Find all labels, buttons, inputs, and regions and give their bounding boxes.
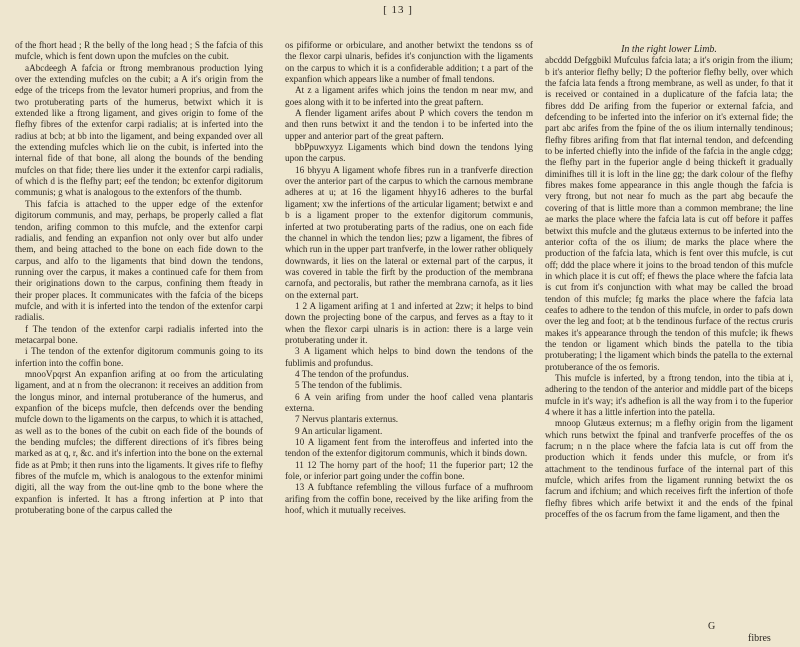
paragraph: This mufcle is inferted, by a ftrong tendon, into the tibia at i, adhering to the tendon of the anterior and middle part of the biceps mufcle in it's way; it's adhefion is all the way from i to the fuperior 4 where it has a little infertion into the patella. [545,372,793,417]
paragraph: 11 12 The horny part of the hoof; 11 the fuperior part; 12 the fole, or inferior part going under the coffin bone. [285,459,533,482]
paragraph: 9 An articular ligament. [295,425,383,436]
paragraph: 3 A ligament which helps to bind down the tendons of the fublimis and profundus. [285,346,533,368]
paragraph: 1 2 A ligament arifing at 1 and inferted at 2zw; it helps to bind down the projecting bone of the carpus, and ferves as a ftay to it when the flexor carpi ulnaris is in action: there is a large vein protuberating under it. [285,300,533,345]
paragraph: of the fhort head ; R the belly of the long head ; S the fafcia of this mufcle, which is fent down upon the mufcles on the cubit. [15,40,263,62]
paragraph: aAbcdeegh A fafcia or ftrong membranous production lying over the extending mufcles on the cubit; a A it's origin from the edge of the triceps from the levator humeri proprius, and from the two protuberating parts of the humerus, betwixt which it is extended like a ftrong ligament, and gives origin to fome of the flefhy fibres of the extenfor carpi radialis; at is inferted into the radius at bcb; at bb into the ligament, and being expanded over all the extending mufcles which lie on the cubit, is inferted into the internal fide of that bone, all along the bounds of the bending mufcles on that fide; there lies under it the extenfor carpi radialis, of which d is the flefhy part; eef the tendon; bc extenfor digitorum communis; g what is analogous to the extenfors of the thumb. [15,62,263,198]
signature-mark: G [708,621,716,632]
paragraph: mnooVpqrst An expanfion arifing at oo from the articulating ligament, and at n from the olecranon: it receives an addition from the longus minor, and internal protuberance of the humerus, and expanfion of the biceps mufcle, then defcends over the bending mufcle down to the ligaments on the carpus, to which it is attached, as well as to the bones of the cubit on each fide of the bounds of the bending mufcles; the different directions of it's fibres being marked as at q, r, &c. and it's infertion into the bone on the external fide as at Pmb; it then runs into the ligaments. It gives rife to flefhy fibres of the mufcle m, which is analogous to the extenfor minimi digiti, all the way from the out-line qmb to the bone where the expanfion is inferted. It has a ftrong infertion at P into that protuberating bone of the carpus called the [15,368,263,516]
paragraph: abcddd Defggbikl Mufculus fafcia lata; a it's origin from the ilium; b it's anterior flefhy belly; D the pofterior flefhy belly, over which the fafcia lata fends a ftrong membrane, as well as under, fo that it is received or contained in a duplicature of the fafcia lata; the fibres ddd De arifing from the fuperior or external fafcia, and defcending to be inferted into the inferior on it's external fide; the part abc arifes from the fpine of the os ilium internally tendinous; flefhy fibres arifing from that flat internal tendon, and defcending to be inferted chiefly into the infide of the fafcia in the angle cdgg; the flefhy part in the fuperior angle d being thickeft it gradually diminifhes till it is loft in the line gg; the dark colour of the flefhy fibres makes fome appearance in this angle though the fafcia is very ftrong, but not near fo much as the part abg becaufe the covering of that is little more than a common membrane; the line ae marks the place where the fafcia lata is cut off before it paffes betwixt this mufcle and the glutæus externus to be inferted into the anterior cofta of the os ilium; de marks the place where the production of the fafcia lata, which is fent over this mufcle, is cut off; ddd the place where it joins to the broad tendon of this mufcle in which place it is cut off; ef fhews the place where the fafcia lata is cut from it's conjunction with what may be called the broad tendon of this mufcle; fg marks the place where the fafcia lata ceafes to adhere to the tendon of this mufcle, in order to pafs down over the leg and foot; at b the tendinous furface of the rectus cruris makes it's appearance through the tendon of this mufcle; ik fhews the tendon or ligament which binds the patella to the tibia protuberating; l the ligament which binds the patella to the external protuberance of the os femoris. [545,55,793,372]
paragraph: 13 A fubftance refembling the villous furface of a mufhroom arifing from the coffin bone, received by the like arifing from the hoof, which it mutually receives. [285,482,533,516]
paragraph: 6 A vein arifing from under the hoof called vena plantaris externa. [285,391,533,413]
text-column-left [15,40,263,516]
paragraph: bbPpuwxyyz Ligaments which bind down the tendons lying upon the carpus. [285,142,533,164]
text-column-right [545,44,793,520]
paragraph: os pififorme or orbiculare, and another betwixt the tendons ss of the flexor carpi ulnaris, befides it's conjunction with the ligaments on the carpus to which it is a confiderable addition; t a part of the expanfion which appears like a number of fmall tendons. [285,40,533,85]
page-number: [ 13 ] [383,4,413,16]
paragraph: This fafcia is attached to the upper edge of the extenfor digitorum communis, and may, perhaps, be properly called a flat tendon, arifing common to this mufcle, and the extenfor carpi radialis, and fending an expanfion not only over but alfo under them, and being attached to the bone on each fide down to the carpus, and alfo to the ligaments that bind down the tendons, running over the carpus, it makes a continued cafe for them from their originations down to the carpus, confining them fteady in their proper places. It communicates with the fafcia of the biceps mufcle, and with it is inferted into the tendon of the extenfor carpi radialis. [15,198,263,323]
paragraph: A flender ligament arifes about P which covers the tendon m and then runs betwixt it and the tendon i to be inferted into the upper and anterior part of the great paftern. [285,108,533,141]
paragraph: f The tendon of the extenfor carpi radialis inferted into the metacarpal bone. [15,323,263,345]
paragraph: 7 Nervus plantaris externus. [295,414,399,425]
page-header [0,1,800,21]
text-column-middle [285,40,533,516]
paragraph: 4 The tendon of the profundus. [295,368,409,379]
paragraph: At z a ligament arifes which joins the tendon m near mw, and goes along with it to be inferted into the great paftern. [285,85,533,107]
paragraph: 5 The tendon of the fublimis. [295,380,403,391]
catchword: fibres [748,633,771,644]
paragraph: 16 bhyyu A ligament whofe fibres run in a tranfverfe direction over the anterior part of the carpus to which the carnous membrane adheres at u; at 16 the ligament hhyy16 adheres to the burfal ligament; xw the infertions of the articular ligament; betwixt e and b is a ligament proper to the extenfor digitorum communis, inferted at two protuberating parts of the radius, one on each fide the channel in which the tendon lies; pzw a ligament, the fibres of which run in the upper part tranfverfe, in the lower rather obliquely downwards, it lies on the lateral or external part of the carpus, it was covered in table the firft by the production of the membrana carnofa, and pectoralis, but rather the membrana carnofa, as it lies on the external part. [285,164,533,300]
section-heading: In the right lower Limb. [621,44,717,55]
paragraph: i The tendon of the extenfor digitorum communis going to its infertion into the coffin bone. [15,346,263,368]
paragraph: mnoop Glutæus externus; m a flefhy origin from the ligament which runs betwixt the fpinal and tranfverfe proceffes of the os facrum; n n the place where the fafcia lata is cut off from the production which it fends under this mufcle, or from it's attachment to the tendinous furface of the internal part of this mufcle, which arifes from the ligament running betwixt the os facrum and ifchium; and which receives firft the infertion of thofe flefhy fibres which arife betwixt it and the ends of the fpinal proceffes of the os facrum from the fame ligament, and then the [545,418,793,520]
paragraph: 10 A ligament fent from the interoffeus and inferted into the tendon of the extenfor digitorum communis, which it binds down. [285,437,533,459]
